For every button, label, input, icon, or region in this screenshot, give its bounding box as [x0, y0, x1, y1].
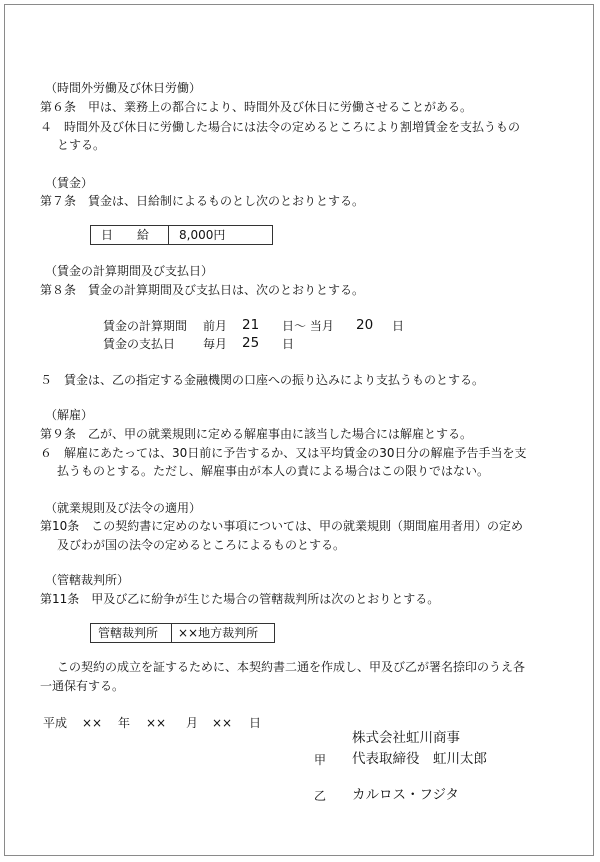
date-year-unit: 年	[118, 716, 131, 730]
date-day: ××	[212, 716, 233, 730]
article-10-line2: 及びわが国の法令の定めるところによるものとする。	[57, 538, 346, 552]
party-a-representative: 代表取締役 虹川太郎	[352, 751, 487, 767]
section-heading-dismissal: （解雇）	[45, 408, 94, 422]
closing-line2: 一通保有する。	[40, 679, 125, 693]
calc-to-day: 20	[356, 317, 374, 333]
calc-day-unit: 日	[392, 319, 405, 333]
clause-5: ５ 賃金は、乙の指定する金融機関の口座への振り込みにより支払うものとする。	[40, 373, 485, 387]
pay-day-value: 25	[242, 335, 260, 351]
section-heading-court: （管轄裁判所）	[45, 573, 130, 587]
section-heading-wage: （賃金）	[45, 176, 94, 190]
company-name: 株式会社虹川商事	[352, 730, 460, 746]
clause-4-line2: とする。	[57, 138, 106, 152]
date-month: ××	[146, 716, 167, 730]
daily-wage-value: 8,000円	[179, 228, 226, 242]
date-month-unit: 月	[186, 716, 199, 730]
daily-wage-box	[90, 225, 273, 245]
article-11: 第11条 甲及び乙に紛争が生じた場合の管轄裁判所は次のとおりとする。	[40, 592, 440, 606]
article-9: 第９条 乙が、甲の就業規則に定める解雇事由に該当した場合には解雇とする。	[40, 427, 473, 441]
date-era: 平成	[43, 716, 68, 730]
clause-6-line2: 払うものとする。ただし、解雇事由が本人の責による場合はこの限りではない。	[57, 464, 490, 478]
court-label: 管轄裁判所	[98, 626, 159, 640]
section-heading-wage-period: （賃金の計算期間及び支払日）	[45, 264, 214, 278]
court-value: ××地方裁判所	[178, 626, 259, 640]
date-year: ××	[82, 716, 103, 730]
article-10-line1: 第10条 この契約書に定めのない事項については、甲の就業規則（期間雇用者用）の定め	[40, 519, 524, 533]
daily-wage-label: 日 給	[101, 228, 150, 242]
box-divider	[171, 624, 172, 642]
closing-line1: この契約の成立を証するために、本契約書二通を作成し、甲及び乙が署名捺印のうえ各	[57, 660, 526, 674]
article-8: 第８条 賃金の計算期間及び支払日は、次のとおりとする。	[40, 283, 365, 297]
party-b-mark: 乙	[314, 789, 327, 803]
section-heading-overtime: （時間外労働及び休日労働）	[45, 81, 202, 95]
court-box	[90, 623, 275, 643]
section-heading-rules: （就業規則及び法令の適用）	[45, 501, 202, 515]
calc-prev-month: 前月	[203, 319, 228, 333]
pay-month: 毎月	[203, 337, 228, 351]
party-a-mark: 甲	[314, 753, 327, 767]
date-day-unit: 日	[249, 716, 262, 730]
clause-6-line1: ６ 解雇にあたっては、30日前に予告するか、又は平均賃金の30日分の解雇予告手当を支	[40, 446, 527, 460]
calc-day-to: 日～ 当月	[282, 319, 334, 333]
calc-from-day: 21	[242, 317, 260, 333]
article-6: 第６条 甲は、業務上の都合により、時間外及び休日に労働させることがある。	[40, 100, 473, 114]
box-divider	[168, 226, 169, 244]
clause-4-line1: ４ 時間外及び休日に労働した場合には法令の定めるところにより割増賃金を支払うもの	[40, 120, 521, 134]
pay-day-label: 賃金の支払日	[103, 337, 176, 351]
calc-period-label: 賃金の計算期間	[103, 319, 188, 333]
party-b-name: カルロス・フジタ	[352, 787, 459, 803]
pay-day-unit: 日	[282, 337, 295, 351]
article-7: 第７条 賃金は、日給制によるものとし次のとおりとする。	[40, 194, 365, 208]
